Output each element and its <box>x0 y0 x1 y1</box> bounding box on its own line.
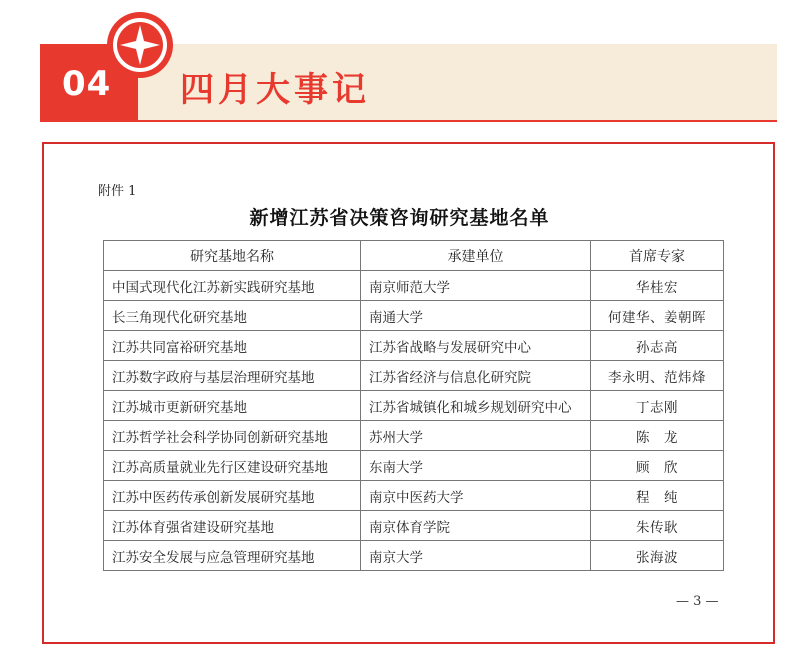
base-name-cell: 江苏城市更新研究基地 <box>104 391 361 421</box>
host-unit-cell: 江苏省战略与发展研究中心 <box>361 331 591 361</box>
star-badge-icon <box>105 10 175 80</box>
chief-expert-cell: 张海波 <box>591 541 724 571</box>
host-unit-cell: 南京中医药大学 <box>361 481 591 511</box>
base-name-cell: 江苏体育强省建设研究基地 <box>104 511 361 541</box>
chief-expert-cell: 程 纯 <box>591 481 724 511</box>
table-row <box>104 421 724 451</box>
table-row <box>104 541 724 571</box>
host-unit-cell: 南京师范大学 <box>361 271 591 301</box>
table-header-row <box>104 241 724 271</box>
chief-expert-cell: 华桂宏 <box>591 271 724 301</box>
chief-expert-cell: 朱传耿 <box>591 511 724 541</box>
section-title: 四月大事记 <box>180 70 370 110</box>
chief-expert-cell: 李永明、范炜烽 <box>591 361 724 391</box>
table-row <box>104 271 724 301</box>
host-unit-cell: 苏州大学 <box>361 421 591 451</box>
base-name-cell: 江苏哲学社会科学协同创新研究基地 <box>104 421 361 451</box>
column-header: 首席专家 <box>591 241 724 271</box>
chief-expert-cell: 何建华、姜朝晖 <box>591 301 724 331</box>
table-row <box>104 391 724 421</box>
base-name-cell: 江苏共同富裕研究基地 <box>104 331 361 361</box>
section-number: 04 <box>62 64 112 104</box>
base-name-cell: 中国式现代化江苏新实践研究基地 <box>104 271 361 301</box>
host-unit-cell: 江苏省经济与信息化研究院 <box>361 361 591 391</box>
table-row <box>104 331 724 361</box>
document-title: 新增江苏省决策咨询研究基地名单 <box>249 207 550 229</box>
page-number: — 3 — <box>676 594 719 609</box>
banner-underline <box>40 120 777 122</box>
host-unit-cell: 东南大学 <box>361 451 591 481</box>
research-base-table <box>103 240 724 571</box>
table-row <box>104 511 724 541</box>
table-row <box>104 481 724 511</box>
column-header: 研究基地名称 <box>104 241 361 271</box>
chief-expert-cell: 孙志高 <box>591 331 724 361</box>
chief-expert-cell: 丁志刚 <box>591 391 724 421</box>
base-name-cell: 江苏安全发展与应急管理研究基地 <box>104 541 361 571</box>
table-row <box>104 301 724 331</box>
chief-expert-cell: 陈 龙 <box>591 421 724 451</box>
table-row <box>104 361 724 391</box>
base-name-cell: 江苏中医药传承创新发展研究基地 <box>104 481 361 511</box>
host-unit-cell: 江苏省城镇化和城乡规划研究中心 <box>361 391 591 421</box>
table-row <box>104 451 724 481</box>
host-unit-cell: 南京大学 <box>361 541 591 571</box>
base-name-cell: 江苏高质量就业先行区建设研究基地 <box>104 451 361 481</box>
annex-label: 附件 1 <box>98 184 137 199</box>
base-name-cell: 长三角现代化研究基地 <box>104 301 361 331</box>
host-unit-cell: 南通大学 <box>361 301 591 331</box>
base-name-cell: 江苏数字政府与基层治理研究基地 <box>104 361 361 391</box>
host-unit-cell: 南京体育学院 <box>361 511 591 541</box>
column-header: 承建单位 <box>361 241 591 271</box>
chief-expert-cell: 顾 欣 <box>591 451 724 481</box>
